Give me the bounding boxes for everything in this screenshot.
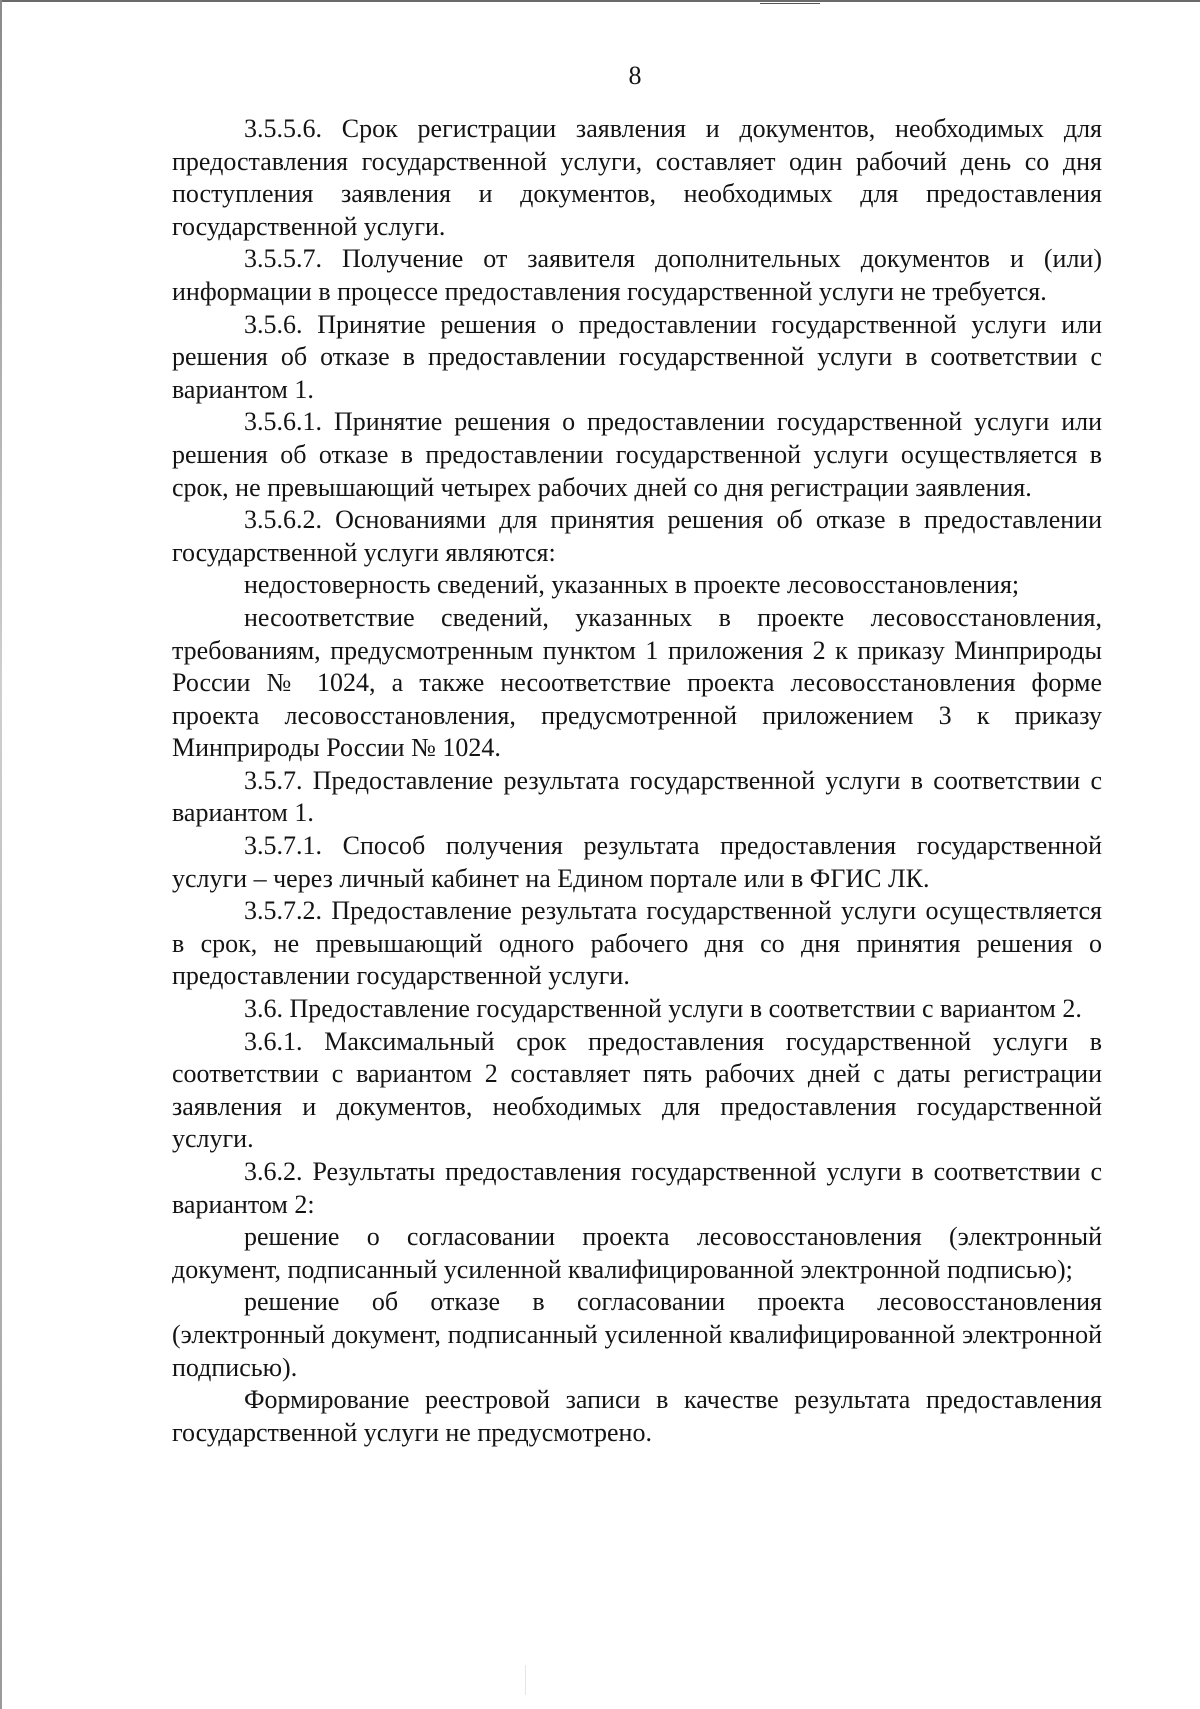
paragraph-3-5-5-7: 3.5.5.7. Получение от заявителя дополнительных документов и (или) информации в процессе предоставления государственной услуги не требуется. <box>172 244 1102 306</box>
paragraph-3-5-7-2: 3.5.7.2. Предоставление результата государственной услуги осуществляется в срок, не превышающий одного рабочего дня со дня принятия решения о предоставлении государственной услуги. <box>172 896 1102 991</box>
registry-record-note: Формирование реестровой записи в качестве результата предоставления государственной услуги не предусмотрено. <box>172 1385 1102 1447</box>
paragraph-3-6-2: 3.6.2. Результаты предоставления государственной услуги в соответствии с вариантом 2: <box>172 1157 1102 1219</box>
scan-border-top <box>0 0 1200 2</box>
paragraph-3-5-6-2: 3.5.6.2. Основаниями для принятия решения об отказе в предоставлении государственной услуги являются: <box>172 505 1102 567</box>
page-number: 8 <box>628 61 642 90</box>
paragraph-3-5-6: 3.5.6. Принятие решения о предоставлении государственной услуги или решения об отказе в предоставлении государственной услуги в соответствии с вариантом 1. <box>172 309 1102 404</box>
refusal-ground-1: недостоверность сведений, указанных в проекте лесовосстановления; <box>244 570 1020 600</box>
refusal-ground-2: несоответствие сведений, указанных в проекте лесовосстановления, требованиям, предусмотренным пунктом 1 приложения 2 к приказу Минприроды России № 1024, а также несоответствие проекта лесовосстановления форме проекта лесовосстановления, предусмотренной приложением 3 к приказу Минприроды России № 1024. <box>172 602 1102 763</box>
scan-border-left <box>0 0 2 1709</box>
result-option-1: решение о согласовании проекта лесовосстановления (электронный документ, подписанный усиленной квалифицированной электронной подписью); <box>172 1222 1102 1284</box>
paragraph-3-6: 3.6. Предоставление государственной услуги в соответствии с вариантом 2. <box>244 994 1082 1024</box>
paragraph-3-5-7: 3.5.7. Предоставление результата государственной услуги в соответствии с вариантом 1. <box>172 765 1102 828</box>
paragraph-3-5-7-1: 3.5.7.1. Способ получения результата предоставления государственной услуги – через личный кабинет на Едином портале или в ФГИС ЛК. <box>172 831 1102 893</box>
paragraph-3-5-5-6: 3.5.5.6. Срок регистрации заявления и документов, необходимых для предоставления государственной услуги, составляет один рабочий день со дня поступления заявления и документов, необходимых для предоставления государственной услуги. <box>172 114 1102 241</box>
paragraph-3-6-1: 3.6.1. Максимальный срок предоставления государственной услуги в соответствии с вариантом 2 составляет пять рабочих дней с даты регистрации заявления и документов, необходимых для предоставления государственной услуги. <box>172 1026 1102 1154</box>
paragraph-3-5-6-1: 3.5.6.1. Принятие решения о предоставлении государственной услуги или решения об отказе в предоставлении государственной услуги осуществляется в срок, не превышающий четырех рабочих дней со дня регистрации заявления. <box>172 407 1102 502</box>
document-body <box>172 113 1102 1449</box>
result-option-2: решение об отказе в согласовании проекта лесовосстановления (электронный документ, подписанный усиленной квалифицированной электронной подписью). <box>172 1287 1102 1382</box>
scan-speck <box>525 1665 526 1695</box>
scan-artifact <box>760 3 820 4</box>
